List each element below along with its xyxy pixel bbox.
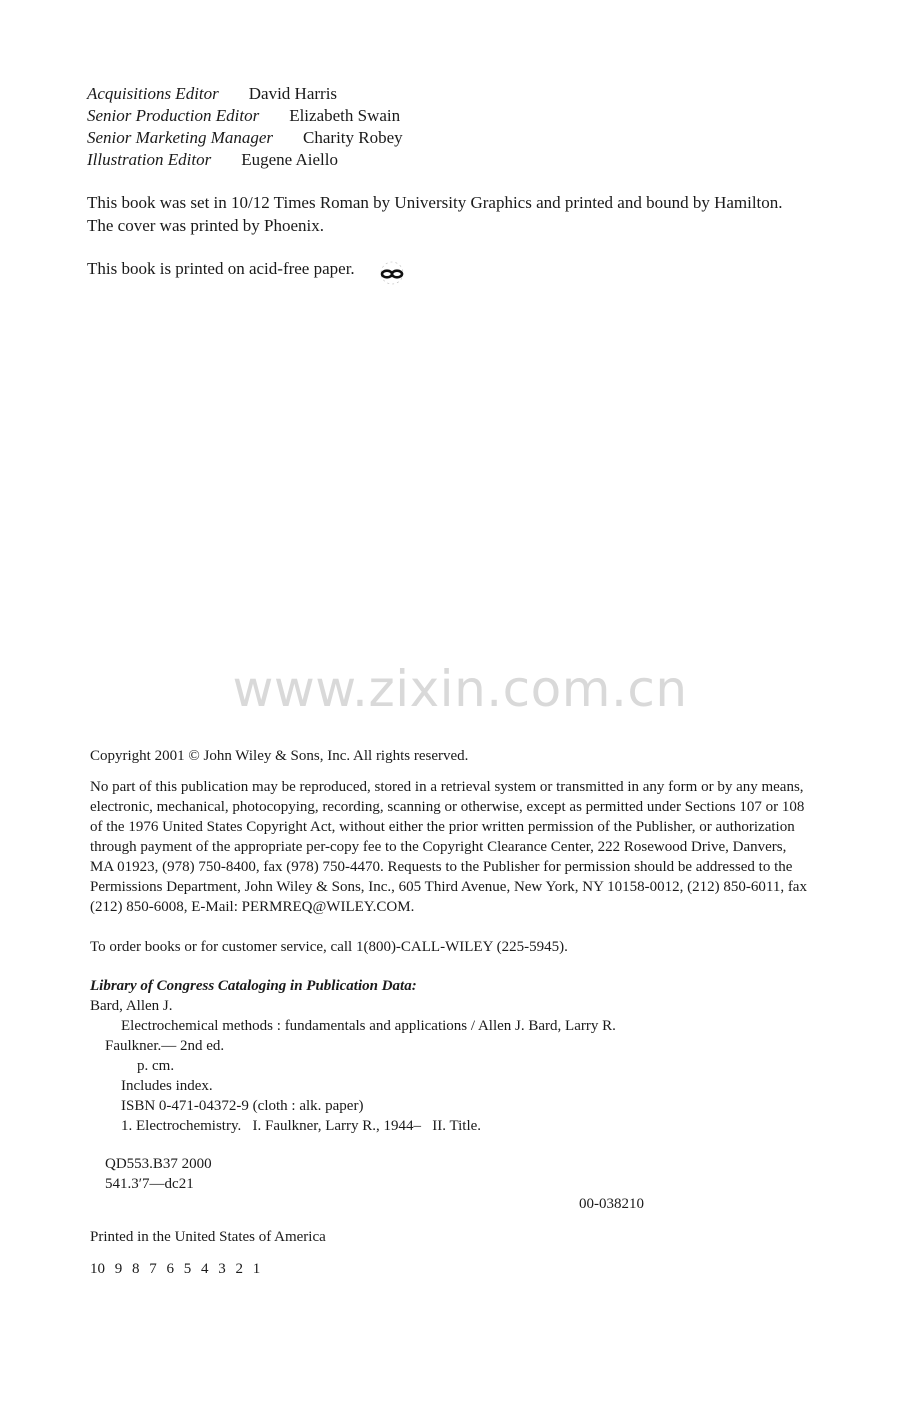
lc-call-number: QD553.B37 2000 [105,1156,212,1172]
call-numbers [105,1154,212,1194]
order-info: To order books or for customer service, call 1(800)-CALL-WILEY (225-5945). [90,939,568,955]
cip-title-line: Electrochemical methods : fundamentals and applications / Allen J. Bard, Larry R. [121,1018,616,1034]
infinity-icon [377,261,407,285]
print-line: 10 9 8 7 6 5 4 3 2 1 [90,1261,261,1277]
cip-index: Includes index. [121,1078,213,1094]
editorial-credits [87,83,403,171]
credit-role: Senior Production Editor [87,106,260,125]
credit-name: David Harris [248,84,338,103]
cip-block [90,996,660,1136]
credit-role: Illustration Editor [87,150,212,169]
credit-row [87,127,403,149]
credit-name: Charity Robey [303,128,403,147]
credit-row [87,149,403,171]
cip-heading: Library of Congress Cataloging in Publication Data: [90,978,417,994]
typesetting-note: This book was set in 10/12 Times Roman by University Graphics and printed and bound by Hamilton. The cover was printed by Phoenix. [87,193,783,235]
watermark: www.zixin.com.cn [232,660,688,718]
cip-pages: p. cm. [137,1058,175,1074]
dewey-number: 541.3′7—dc21 [105,1176,194,1192]
credit-name: Elizabeth Swain [289,106,401,125]
acid-free-note [87,258,407,282]
permission-notice: No part of this publication may be reproduced, stored in a retrieval system or transmitted in any form or by any means, electronic, mechanical, photocopying, recording, scanning or otherwise, except as permitted under Sections 107 or 108 of the 1976 United States Copyright Act, without either the prior written permission of the Publisher, or authorization through payment of the appropriate per-copy fee to the Copyright Clearance Center, 222 Rosewood Drive, Danvers, MA 01923, (978) 750-8400, fax (978) 750-4470. Requests to the Publisher for permission should be addressed to the Permissions Department, John Wiley & Sons, Inc., 605 Third Avenue, New York, NY 10158-0012, (212) 850-6011, fax (212) 850-6008, E-Mail: PERMREQ@WILEY.COM. [90,779,807,915]
printed-in: Printed in the United States of America [90,1229,326,1245]
credit-role: Senior Marketing Manager [87,128,274,147]
cip-author: Bard, Allen J. [90,998,173,1014]
credit-row [87,105,403,127]
cip-subjects: 1. Electrochemistry. I. Faulkner, Larry R., 1944– II. Title. [121,1118,482,1134]
copyright-notice: Copyright 2001 © John Wiley & Sons, Inc. All rights reserved. [90,748,469,764]
acid-free-text: This book is printed on acid-free paper. [87,259,355,278]
cip-title-line: Faulkner.— 2nd ed. [105,1038,225,1054]
credit-role: Acquisitions Editor [87,84,219,103]
cip-isbn: ISBN 0-471-04372-9 (cloth : alk. paper) [121,1098,364,1114]
lccn: 00-038210 [579,1196,644,1212]
credit-name: Eugene Aiello [241,150,338,169]
credit-row [87,83,403,105]
